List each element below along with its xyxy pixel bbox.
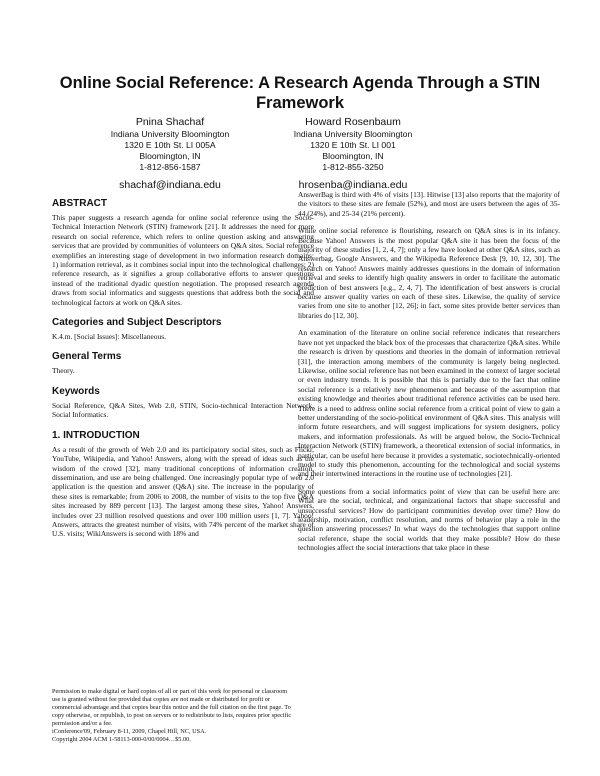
body-paragraph: An examination of the literature on online social reference indicates that researchers have not yet unpacked the black box of the processes that characterize Q&A sites. While the research is driven by questions and theories in the domain of information retrieval [31], the interaction among members of the community is largely being neglected. Likewise, online social reference has not been examined in the context of larger societal or even industry trends. It is possible that this is partially due to the fact that online social reference is a relatively new phenomenon and because of the assumption that existing knowledge and theories about traditional reference activities can be used here. There is a need to address online social reference from a critical point of view to gain a better understanding of the socio-political environment of Q&A sites. This analysis will inform future researchers, and will suggest implications for system designers, policy makers, and information professionals. As will be argued below, the Socio-Technical Interaction Network (STIN) framework, a theoretical extension of social informatics, in particular, can be useful here because it provides a systematic, sociotechnically-oriented model to study this phenomenon, accounting for the technological and social systems and their intertwined interactions in the routine use of technologies [21]. — [298, 328, 560, 479]
author-email[interactable]: hrosenba@indiana.edu — [298, 179, 408, 191]
paper-title: Online Social Reference: A Research Agenda Through a STIN Framework — [59, 74, 541, 112]
general-terms-text: Theory. — [52, 366, 75, 376]
right-column — [298, 190, 560, 561]
left-column — [52, 198, 314, 547]
author-address: 1320 E 10th St. LI 005A — [124, 140, 216, 150]
footnote-permission: Permission to make digital or hard copies of all or part of this work for personal or classroom use is granted without fee provided that copies are not made or distributed for profit or commercial advantage and that copies bear this notice and the full citation on the first page. To copy otherwise, or republish, to post on servers or to redistribute to lists, requires prior specific permission and/or a fee. — [52, 688, 292, 727]
abstract-text: This paper suggests a research agenda for online social reference using the Socio-Technical Interaction Network (STIN) framework [21]. It addresses the need for more research on social reference, which refers to online question asking and answering services that are provided by communities of volunteers on Q&A sites. Social reference exemplifies an interesting stage of development in two information research domains: 1) information retrieval, as it combines social input into the technological challenges; 2) reference research, as it signifies a group collaborative efforts to answer questions instead of the traditional dyadic question negotiation. The proposed research agenda draws from social informatics and suggests questions that address both the social and technological factors at work on Q&A sites. — [52, 213, 314, 307]
categories-text: K.4.m. [Social Issues]: Miscellaneous. — [52, 332, 166, 342]
author-email[interactable]: shachaf@indiana.edu — [119, 179, 221, 191]
introduction-paragraph: As a result of the growth of Web 2.0 and its participatory social sites, such as Flickr, YouTube, Wikipedia, and Yahoo! Answers, along with the spread of ideas such as the wisdom of the crowd [32], many traditional conceptions of information creation, dissemination, and use are being challenged. One increasingly popular type of web 2.0 application is the question and answer (Q&A) site. The increase in the popularity of these sites is remarkable; from 2006 to 2008, the number of visits to the top five Q&A sites increased by 889 percent [13]. The largest among these sites, Yahoo! Answers, includes over 23 million resolved questions and over 100 million users [1, 7]. Yahoo! Answers, attracts the greatest number of visits, with 74% percent of the market share of U.S. visits; WikiAnswers is second with 18% and — [52, 444, 314, 539]
author-block-2 — [228, 116, 478, 192]
introduction-heading: 1. INTRODUCTION — [52, 429, 140, 441]
body-paragraph: Some questions from a social informatics point of view that can be useful here are: What are the social, technical, and organizational factors that shape successful and unsuccessful services? How do participant communities develop over time? How do leadership, motivation, conflict resolution, and norms of behavior play a role in the question answering processes? In what ways do the technologies that support online social reference, shape the social worlds that they make possible? How do these technologies affect the social interactions that take place in these — [298, 486, 560, 553]
author-city: Bloomington, IN — [139, 151, 201, 161]
categories-heading: Categories and Subject Descriptors — [52, 317, 222, 329]
author-address: 1320 E 10th St. LI 001 — [310, 140, 396, 150]
general-terms-heading: General Terms — [52, 351, 122, 363]
author-name: Pnina Shachaf — [135, 116, 205, 128]
author-name: Howard Rosenbaum — [305, 116, 401, 128]
author-affiliation: Indiana University Bloomington — [293, 129, 413, 139]
body-paragraph: AnswerBag is third with 4% of visits [13]. Hitwise [13] also reports that the majority of the visitors to these sites are female (52%), and most are users between the ages of 35-44 (24%), and 25-34 (21% percent). — [298, 190, 560, 218]
author-phone: 1-812-856-1587 — [139, 162, 201, 172]
footnote-conference: iConference'09, February 8-11, 2009, Chapel Hill, NC, USA. — [52, 728, 207, 735]
footnote-copyright: Copyright 2004 ACM 1-58113-000-0/00/0004…$5.00. — [52, 736, 191, 743]
author-city: Bloomington, IN — [322, 151, 384, 161]
body-paragraph: While online social reference is flourishing, research on Q&A sites is in its infancy. Because Yahoo! Answers is the most popular Q&A site it has been the focus of the majority of these studies [1, 2, 4, 7]; only a few have looked at other Q&A sites, such as Answerbag, Google Answers, and the Wikipedia Reference Desk [9, 10, 12, 30]. The research on Yahoo! Answers mainly addresses questions in the domain of information retrieval and seeks to identify high quality answers in order to facilitate the automatic prediction of best answers [e.g., 2, 4, 7]. The identification of best answers is crucial because answer quality varies on each of these sites. Likewise, the quality of service varies from one site to another [12, 26]; in fact, some sites provide better services than libraries do [12, 30]. — [298, 226, 560, 320]
keywords-heading: Keywords — [52, 385, 100, 397]
copyright-footnote — [52, 688, 292, 744]
abstract-heading: ABSTRACT — [52, 198, 107, 209]
keywords-text: Social Reference, Q&A Sites, Web 2.0, STIN, Socio-technical Interaction Network, Social Informatics. — [52, 400, 314, 420]
author-phone: 1-812-855-3250 — [322, 162, 384, 172]
author-affiliation: Indiana University Bloomington — [110, 129, 230, 139]
